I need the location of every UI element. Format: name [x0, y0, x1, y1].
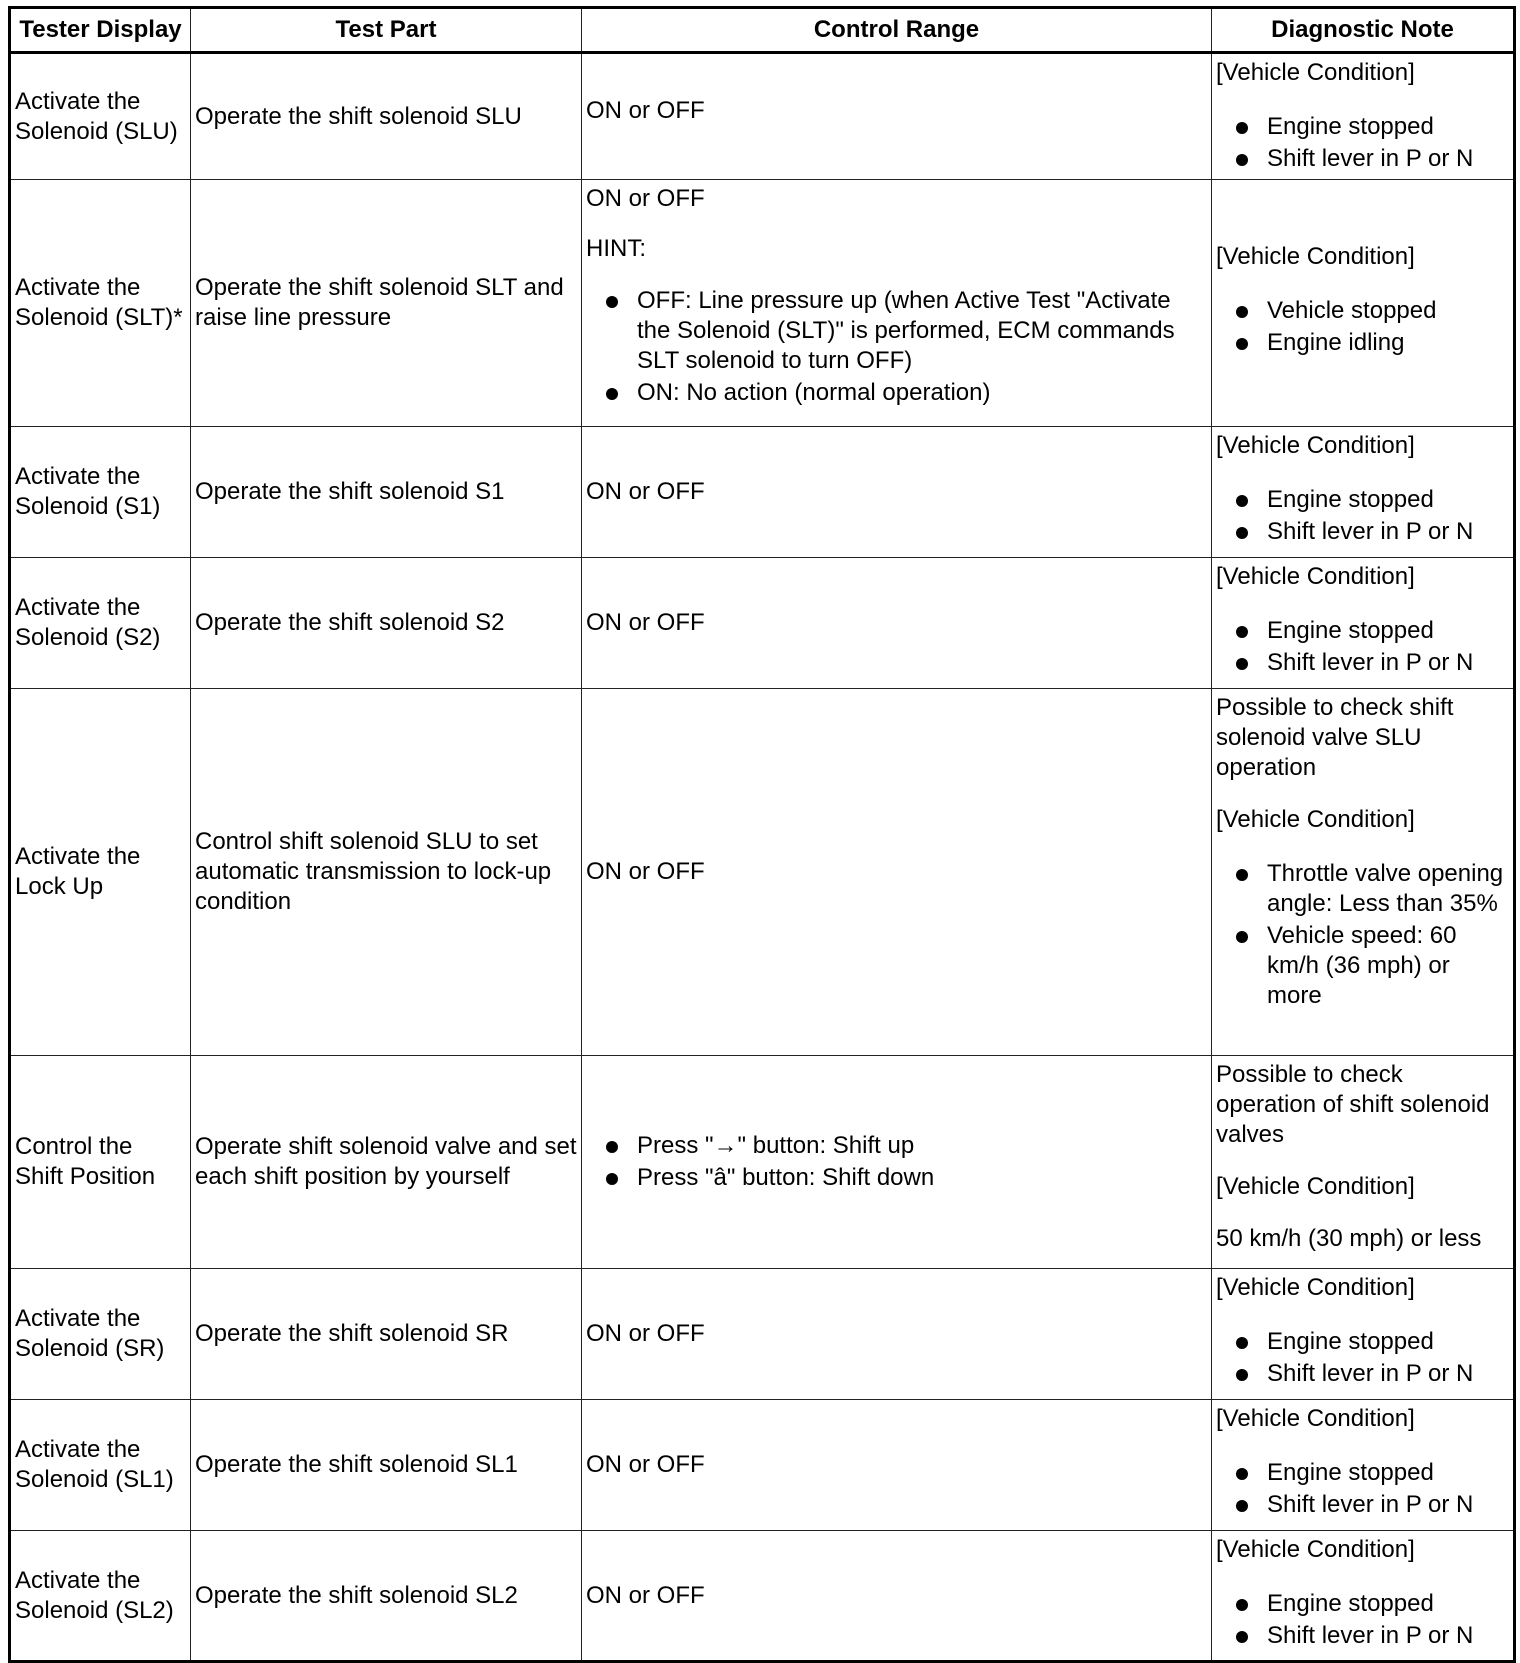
list-item: Engine stopped — [1267, 112, 1509, 142]
tester-display-cell: Activate the Solenoid (SR) — [10, 1269, 191, 1400]
note-tail: 50 km/h (30 mph) or less — [1216, 1225, 1482, 1252]
note-heading: [Vehicle Condition] — [1216, 59, 1415, 86]
list-item: Shift lever in P or N — [1267, 648, 1509, 678]
tester-display-cell: Activate the Lock Up — [10, 689, 191, 1056]
header-tester-display: Tester Display — [10, 8, 191, 53]
note-list — [1216, 485, 1509, 547]
tester-display-cell: Activate the Solenoid (S2) — [10, 558, 191, 689]
test-part-cell: Operate the shift solenoid SR — [191, 1269, 582, 1400]
note-heading: [Vehicle Condition] — [1216, 563, 1415, 590]
test-part-cell: Operate the shift solenoid SL1 — [191, 1400, 582, 1531]
list-item: Vehicle stopped — [1267, 296, 1509, 326]
table-row — [10, 689, 1515, 1056]
control-range-cell: ON or OFF — [582, 427, 1212, 558]
list-item: Press "â" button: Shift down — [637, 1163, 1207, 1193]
note-heading: [Vehicle Condition] — [1216, 1405, 1415, 1432]
control-range-cell: ON or OFF — [582, 53, 1212, 180]
note-heading: [Vehicle Condition] — [1216, 243, 1415, 270]
table-row — [10, 427, 1515, 558]
list-item: Engine stopped — [1267, 1327, 1509, 1357]
control-range-cell — [582, 180, 1212, 427]
list-item: Shift lever in P or N — [1267, 1621, 1509, 1651]
note-heading: [Vehicle Condition] — [1216, 1173, 1415, 1200]
list-item: Engine stopped — [1267, 1458, 1509, 1488]
table-row — [10, 558, 1515, 689]
note-heading: [Vehicle Condition] — [1216, 1536, 1415, 1563]
diagnostic-note-cell — [1212, 1269, 1515, 1400]
diagnostic-note-cell — [1212, 689, 1515, 1056]
list-item: Shift lever in P or N — [1267, 517, 1509, 547]
header-test-part: Test Part — [191, 8, 582, 53]
diagnostic-note-cell — [1212, 427, 1515, 558]
table-row — [10, 1056, 1515, 1269]
note-list — [1216, 859, 1509, 1011]
control-range-list — [586, 1131, 1207, 1193]
tester-display-cell: Activate the Solenoid (SLU) — [10, 53, 191, 180]
list-item: Shift lever in P or N — [1267, 1490, 1509, 1520]
control-range-cell: ON or OFF — [582, 1400, 1212, 1531]
note-list — [1216, 616, 1509, 678]
table-row — [10, 1531, 1515, 1662]
header-control-range: Control Range — [582, 8, 1212, 53]
header-row — [10, 8, 1515, 53]
control-range-cell: ON or OFF — [582, 1531, 1212, 1662]
note-list — [1216, 1458, 1509, 1520]
tester-display-cell: Control the Shift Position — [10, 1056, 191, 1269]
list-item: OFF: Line pressure up (when Active Test "Activate the Solenoid (SLT)" is performed, ECM commands SLT solenoid to turn OFF) — [637, 286, 1207, 376]
diagnostic-note-cell — [1212, 180, 1515, 427]
hint-label: HINT: — [586, 235, 646, 262]
table-row — [10, 53, 1515, 180]
test-part-cell: Operate the shift solenoid SLT and raise line pressure — [191, 180, 582, 427]
note-list — [1216, 1589, 1509, 1651]
diagnostic-note-cell — [1212, 53, 1515, 180]
note-list — [1216, 1327, 1509, 1389]
note-intro: Possible to check shift solenoid valve SLU operation — [1216, 694, 1454, 781]
list-item: Vehicle speed: 60 km/h (36 mph) or more — [1267, 921, 1509, 1011]
test-part-cell: Operate the shift solenoid SLU — [191, 53, 582, 180]
diagnostic-note-cell — [1212, 1056, 1515, 1269]
tester-display-cell: Activate the Solenoid (SL2) — [10, 1531, 191, 1662]
header-diagnostic-note: Diagnostic Note — [1212, 8, 1515, 53]
control-range-cell: ON or OFF — [582, 558, 1212, 689]
list-item: Press "→" button: Shift up — [637, 1131, 1207, 1161]
note-intro: Possible to check operation of shift solenoid valves — [1216, 1061, 1490, 1148]
control-range-cell — [582, 1056, 1212, 1269]
control-range-cell: ON or OFF — [582, 689, 1212, 1056]
note-list — [1216, 296, 1509, 358]
list-item: ON: No action (normal operation) — [637, 378, 1207, 408]
tester-display-cell: Activate the Solenoid (S1) — [10, 427, 191, 558]
list-item: Engine stopped — [1267, 616, 1509, 646]
control-range-value: ON or OFF — [586, 185, 705, 212]
table-row — [10, 1269, 1515, 1400]
test-part-cell: Operate shift solenoid valve and set each shift position by yourself — [191, 1056, 582, 1269]
table-row — [10, 180, 1515, 427]
test-part-cell: Control shift solenoid SLU to set automatic transmission to lock-up condition — [191, 689, 582, 1056]
list-item: Engine stopped — [1267, 485, 1509, 515]
test-part-cell: Operate the shift solenoid S2 — [191, 558, 582, 689]
active-test-table-container — [8, 6, 1513, 1663]
test-part-cell: Operate the shift solenoid S1 — [191, 427, 582, 558]
diagnostic-note-cell — [1212, 1400, 1515, 1531]
list-item: Engine idling — [1267, 328, 1509, 358]
hint-list — [586, 286, 1207, 408]
control-range-cell: ON or OFF — [582, 1269, 1212, 1400]
note-list — [1216, 112, 1509, 174]
list-item: Shift lever in P or N — [1267, 1359, 1509, 1389]
table-row — [10, 1400, 1515, 1531]
list-item: Throttle valve opening angle: Less than 35% — [1267, 859, 1509, 919]
note-heading: [Vehicle Condition] — [1216, 1274, 1415, 1301]
diagnostic-note-cell — [1212, 558, 1515, 689]
note-heading: [Vehicle Condition] — [1216, 806, 1415, 833]
tester-display-cell: Activate the Solenoid (SL1) — [10, 1400, 191, 1531]
tester-display-cell: Activate the Solenoid (SLT)* — [10, 180, 191, 427]
list-item: Engine stopped — [1267, 1589, 1509, 1619]
test-part-cell: Operate the shift solenoid SL2 — [191, 1531, 582, 1662]
note-heading: [Vehicle Condition] — [1216, 432, 1415, 459]
active-test-table — [8, 6, 1516, 1663]
list-item: Shift lever in P or N — [1267, 144, 1509, 174]
diagnostic-note-cell — [1212, 1531, 1515, 1662]
